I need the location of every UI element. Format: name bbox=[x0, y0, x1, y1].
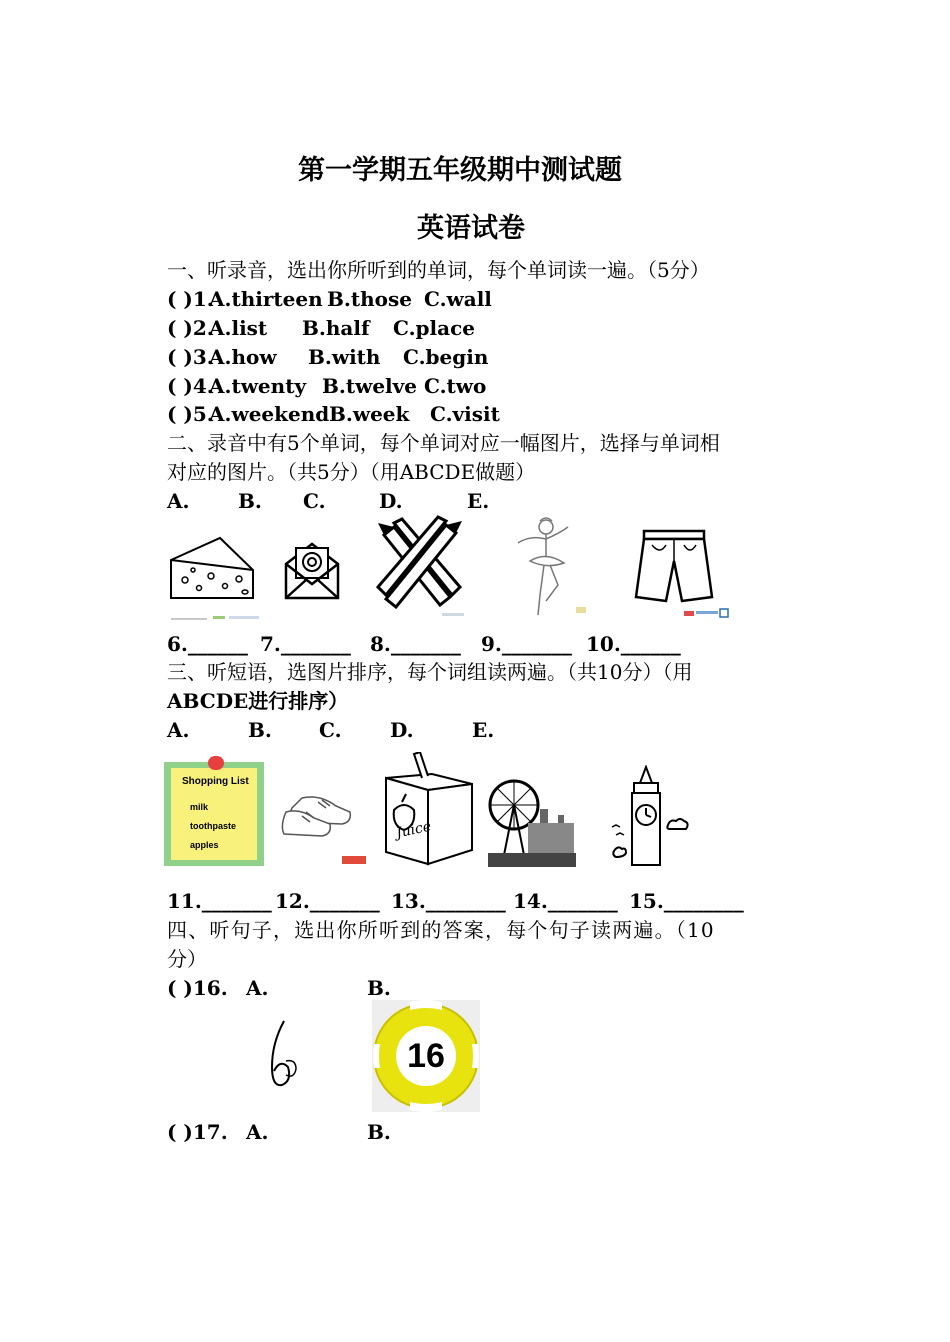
shopping-list-item: apples bbox=[190, 840, 219, 850]
option-c: C.place bbox=[393, 316, 475, 340]
item-number: ( )4. bbox=[167, 374, 214, 398]
option-b: B.with bbox=[308, 345, 381, 369]
part3-label-a: A. bbox=[167, 718, 190, 742]
answer-blank-6[interactable]: 6.______ bbox=[167, 632, 248, 656]
question-17-option-a: A. bbox=[246, 1120, 269, 1144]
ball-number: 16 bbox=[407, 1037, 445, 1075]
shopping-list-picture bbox=[164, 762, 264, 866]
option-c: C.visit bbox=[430, 402, 500, 426]
item-number: ( )5. bbox=[167, 402, 214, 426]
shopping-list-item: toothpaste bbox=[190, 821, 236, 831]
part3-label-d: D. bbox=[390, 718, 414, 742]
part4-heading-line2: 分） bbox=[167, 947, 207, 971]
number-ball-picture bbox=[372, 1000, 480, 1112]
part2-label-d: D. bbox=[379, 489, 403, 513]
london-eye-picture bbox=[488, 765, 576, 867]
answer-blank-14[interactable]: 14._______ bbox=[513, 889, 618, 913]
part3-label-b: B. bbox=[248, 718, 272, 742]
handwritten-six-picture bbox=[262, 1015, 302, 1095]
page-title: 第一学期五年级期中测试题 bbox=[298, 155, 622, 186]
answer-blank-13[interactable]: 13.________ bbox=[391, 889, 506, 913]
option-b: B.week bbox=[329, 402, 410, 426]
part2-heading-line1: 二、录音中有5个单词，每个单词对应一幅图片，选择与单词相 bbox=[167, 431, 720, 455]
item-number: ( )1. bbox=[167, 287, 214, 311]
question-17-number: ( )17. bbox=[167, 1120, 228, 1144]
answer-blank-11[interactable]: 11._______ bbox=[167, 889, 272, 913]
juice-box-picture bbox=[382, 752, 477, 868]
part3-heading-line2: ABCDE进行排序） bbox=[167, 689, 349, 713]
option-c: C.two bbox=[424, 374, 487, 398]
part2-label-a: A. bbox=[167, 489, 190, 513]
part3-heading-line1: 三、听短语，选图片排序，每个词组读两遍。（共10分）（用 bbox=[167, 660, 693, 684]
question-16-option-a: A. bbox=[246, 976, 269, 1000]
ballerina-picture bbox=[500, 515, 600, 623]
answer-blank-15[interactable]: 15.________ bbox=[629, 889, 744, 913]
answer-blank-12[interactable]: 12._______ bbox=[275, 889, 380, 913]
item-number: ( )2. bbox=[167, 316, 214, 340]
question-17-option-b: B. bbox=[367, 1120, 391, 1144]
part3-label-e: E. bbox=[472, 718, 495, 742]
crayons-picture bbox=[370, 515, 470, 620]
option-c: C.wall bbox=[424, 287, 492, 311]
shopping-list-item: milk bbox=[190, 802, 209, 812]
option-b: B.half bbox=[302, 316, 370, 340]
part2-heading-line2: 对应的图片。（共5分）（用ABCDE做题） bbox=[167, 460, 536, 484]
sneakers-picture bbox=[280, 790, 375, 870]
option-a: A.twenty bbox=[209, 374, 307, 398]
option-b: B.those bbox=[327, 287, 412, 311]
cheese-picture bbox=[165, 530, 265, 625]
item-number: ( )3. bbox=[167, 345, 214, 369]
question-16-option-b: B. bbox=[367, 976, 391, 1000]
option-a: A.weekend bbox=[209, 402, 330, 426]
answer-blank-8[interactable]: 8._______ bbox=[370, 632, 461, 656]
answer-blank-7[interactable]: 7._______ bbox=[260, 632, 351, 656]
juice-label: Juice bbox=[394, 818, 433, 842]
option-b: B.twelve bbox=[322, 374, 417, 398]
big-ben-picture bbox=[604, 765, 694, 867]
option-a: A.list bbox=[209, 316, 268, 340]
option-a: A.how bbox=[209, 345, 277, 369]
answer-blank-9[interactable]: 9._______ bbox=[481, 632, 572, 656]
part2-label-b: B. bbox=[238, 489, 262, 513]
email-picture bbox=[280, 540, 345, 602]
part2-label-e: E. bbox=[467, 489, 490, 513]
question-16-number: ( )16. bbox=[167, 976, 228, 1000]
answer-blank-10[interactable]: 10.______ bbox=[586, 632, 681, 656]
option-c: C.begin bbox=[403, 345, 489, 369]
part2-label-c: C. bbox=[303, 489, 326, 513]
shopping-list-title: Shopping List bbox=[182, 776, 249, 787]
option-a: A.thirteen bbox=[209, 287, 323, 311]
part3-label-c: C. bbox=[319, 718, 342, 742]
page-subtitle: 英语试卷 bbox=[417, 213, 525, 244]
part1-heading: 一、听录音，选出你所听到的单词，每个单词读一遍。（5分） bbox=[167, 258, 710, 282]
part4-heading-line1: 四、听句子，选出你所听到的答案，每个句子读两遍。（10 bbox=[167, 918, 715, 942]
shorts-picture bbox=[632, 525, 732, 625]
